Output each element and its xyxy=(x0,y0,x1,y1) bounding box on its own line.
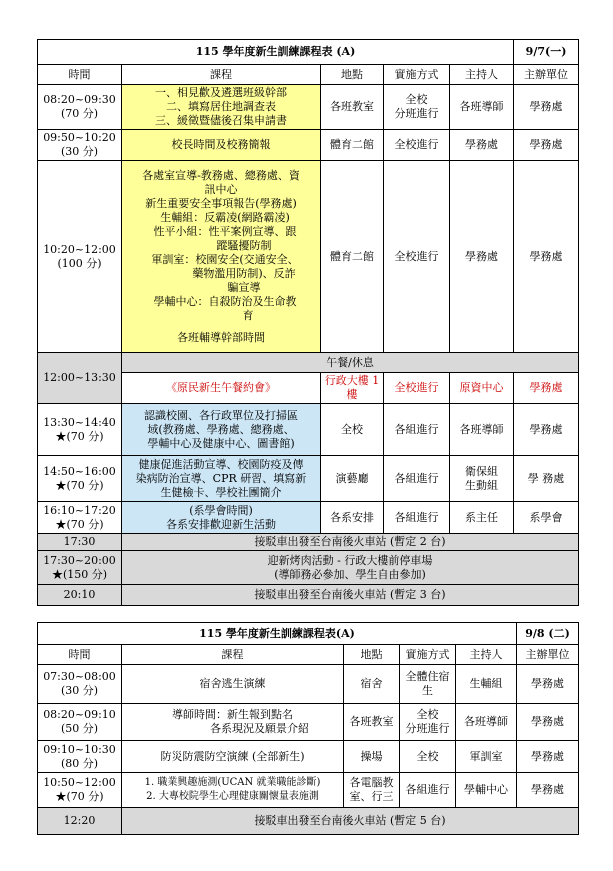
unit-cell: 學務處 xyxy=(517,704,579,741)
place-cell: 操場 xyxy=(344,741,400,773)
table-row xyxy=(38,665,579,704)
place-cell: 各電腦教 室、行三 xyxy=(344,773,400,808)
table-row xyxy=(38,808,579,835)
table-row xyxy=(38,502,579,534)
header-unit: 主辦單位 xyxy=(517,645,579,665)
unit-cell: 學務處 xyxy=(517,741,579,773)
place-cell: 行政大樓 1 樓 xyxy=(321,373,384,404)
course-cell: 一、相見歡及遴選班級幹部 二、填寫居住地調查表 三、緩徵暨儘後召集申請書 xyxy=(122,85,321,130)
unit-cell: 學務處 xyxy=(514,404,579,456)
header-host: 主持人 xyxy=(456,645,517,665)
time-cell: 12:20 xyxy=(38,808,122,835)
table-row xyxy=(38,353,579,373)
mode-cell: 各組進行 xyxy=(384,456,450,502)
mode-cell: 全校 分班進行 xyxy=(384,85,450,130)
table-title: 115 學年度新生訓練課程表(A) xyxy=(38,623,517,645)
time-cell: 07:30~08:00 (30 分) xyxy=(38,665,122,704)
table-row xyxy=(38,704,579,741)
table-row xyxy=(38,85,579,130)
mode-cell: 全校 分班進行 xyxy=(400,704,456,741)
course-cell: 宿舍逃生演練 xyxy=(122,665,344,704)
host-cell: 生輔組 xyxy=(456,665,517,704)
mode-cell: 全校進行 xyxy=(384,373,450,404)
table-row xyxy=(38,773,579,808)
mode-cell: 全校進行 xyxy=(384,161,450,353)
header-mode: 實施方式 xyxy=(384,65,450,85)
header-unit: 主辦單位 xyxy=(514,65,579,85)
time-cell: 17:30 xyxy=(38,534,122,551)
mode-cell: 各組進行 xyxy=(384,404,450,456)
host-cell: 系主任 xyxy=(450,502,514,534)
time-cell: 10:50~12:00 ★(70 分) xyxy=(38,773,122,808)
host-cell: 衛保組 生動組 xyxy=(450,456,514,502)
place-cell: 演藝廳 xyxy=(321,456,384,502)
schedule-table-day1 xyxy=(37,39,579,606)
header-course: 課程 xyxy=(122,65,321,85)
course-cell: 健康促進活動宣導、校園防疫及傳 染病防治宣導、CPR 研習、填寫新 生健檢卡、學校社團簡介 xyxy=(122,456,321,502)
table-date: 9/7(一) xyxy=(514,40,579,65)
table-row xyxy=(38,130,579,161)
time-cell: 20:10 xyxy=(38,585,122,606)
course-cell: (系學會時間) 各系安排歡迎新生活動 xyxy=(122,502,321,534)
mode-cell: 各組進行 xyxy=(384,502,450,534)
shuttle-note: 接駁車出發至台南後火車站 (暫定 5 台) xyxy=(122,808,579,835)
shuttle-note: 接駁車出發至台南後火車站 (暫定 2 台) xyxy=(122,534,579,551)
table-title: 115 學年度新生訓練課程表 (A) xyxy=(38,40,514,65)
course-cell: 各處室宣導-教務處、總務處、資 訊中心 新生重要安全事項報告(學務處) 生輔組：反霸凌(網路霸凌) 性平小組：性平案例宣導、跟 蹤騷擾防制 軍訓室：校園安全(交通安全、 藥物濫用防制)、反詐 騙宣導 學輔中心：自殺防治及生命教 育 各班輔導幹部時間 xyxy=(122,161,321,353)
unit-cell: 學務處 xyxy=(517,665,579,704)
header-mode: 實施方式 xyxy=(400,645,456,665)
table-row xyxy=(38,534,579,551)
place-cell: 體育二館 xyxy=(321,161,384,353)
header-host: 主持人 xyxy=(450,65,514,85)
table-row xyxy=(38,551,579,585)
unit-cell: 學務處 xyxy=(514,85,579,130)
time-cell: 14:50~16:00 ★(70 分) xyxy=(38,456,122,502)
table-row xyxy=(38,456,579,502)
host-cell: 原資中心 xyxy=(450,373,514,404)
course-cell: 1. 職業興趣施測(UCAN 就業職能診斷) 2. 大專校院學生心理健康關懷量表施測 xyxy=(122,773,344,808)
mode-cell: 全校進行 xyxy=(384,130,450,161)
place-cell: 各班教室 xyxy=(344,704,400,741)
place-cell: 體育二館 xyxy=(321,130,384,161)
mode-cell: 全校 xyxy=(400,741,456,773)
unit-cell: 學務處 xyxy=(517,773,579,808)
course-cell: 《原民新生午餐約會》 xyxy=(122,373,321,404)
unit-cell: 學務處 xyxy=(514,130,579,161)
place-cell: 宿舍 xyxy=(344,665,400,704)
table-date: 9/8 (二) xyxy=(517,623,579,645)
header-place: 地點 xyxy=(344,645,400,665)
time-cell: 08:20~09:30 (70 分) xyxy=(38,85,122,130)
time-cell: 13:30~14:40 ★(70 分) xyxy=(38,404,122,456)
course-cell: 認識校園、各行政單位及打掃區 域(教務處、學務處、總務處、 學輔中心及健康中心、圖書館) xyxy=(122,404,321,456)
host-cell: 學務處 xyxy=(450,130,514,161)
time-cell: 12:00~13:30 xyxy=(38,353,122,404)
host-cell: 各班導師 xyxy=(450,85,514,130)
mode-cell: 各組進行 xyxy=(400,773,456,808)
table-row xyxy=(38,585,579,606)
host-cell: 學務處 xyxy=(450,161,514,353)
time-cell: 10:20~12:00 (100 分) xyxy=(38,161,122,353)
place-cell: 各系安排 xyxy=(321,502,384,534)
time-cell: 17:30~20:00 ★(150 分) xyxy=(38,551,122,585)
course-cell: 導師時間：新生報到點名 各系現況及願景介紹 xyxy=(122,704,344,741)
shuttle-note: 接駁車出發至台南後火車站 (暫定 3 台) xyxy=(122,585,579,606)
bbq-event: 迎新烤肉活動 - 行政大樓前停車場 (導師務必參加、學生自由參加) xyxy=(122,551,579,585)
header-course: 課程 xyxy=(122,645,344,665)
host-cell: 學輔中心 xyxy=(456,773,517,808)
place-cell: 各班教室 xyxy=(321,85,384,130)
table-row xyxy=(38,741,579,773)
header-time: 時間 xyxy=(38,645,122,665)
table-row xyxy=(38,161,579,353)
time-cell: 08:20~09:10 (50 分) xyxy=(38,704,122,741)
time-cell: 16:10~17:20 ★(70 分) xyxy=(38,502,122,534)
header-time: 時間 xyxy=(38,65,122,85)
time-cell: 09:50~10:20 (30 分) xyxy=(38,130,122,161)
table-row xyxy=(38,404,579,456)
time-cell: 09:10~10:30 (80 分) xyxy=(38,741,122,773)
unit-cell: 學務處 xyxy=(514,373,579,404)
host-cell: 軍訓室 xyxy=(456,741,517,773)
course-cell: 防災防震防空演練 (全部新生) xyxy=(122,741,344,773)
schedule-table-day2 xyxy=(37,622,579,835)
place-cell: 全校 xyxy=(321,404,384,456)
mode-cell: 全體住宿 生 xyxy=(400,665,456,704)
host-cell: 各班導師 xyxy=(450,404,514,456)
lunch-header: 午餐/休息 xyxy=(122,353,579,373)
course-cell: 校長時間及校務簡報 xyxy=(122,130,321,161)
unit-cell: 系學會 xyxy=(514,502,579,534)
host-cell: 各班導師 xyxy=(456,704,517,741)
unit-cell: 學務處 xyxy=(514,161,579,353)
unit-cell: 學 務處 xyxy=(514,456,579,502)
header-place: 地點 xyxy=(321,65,384,85)
